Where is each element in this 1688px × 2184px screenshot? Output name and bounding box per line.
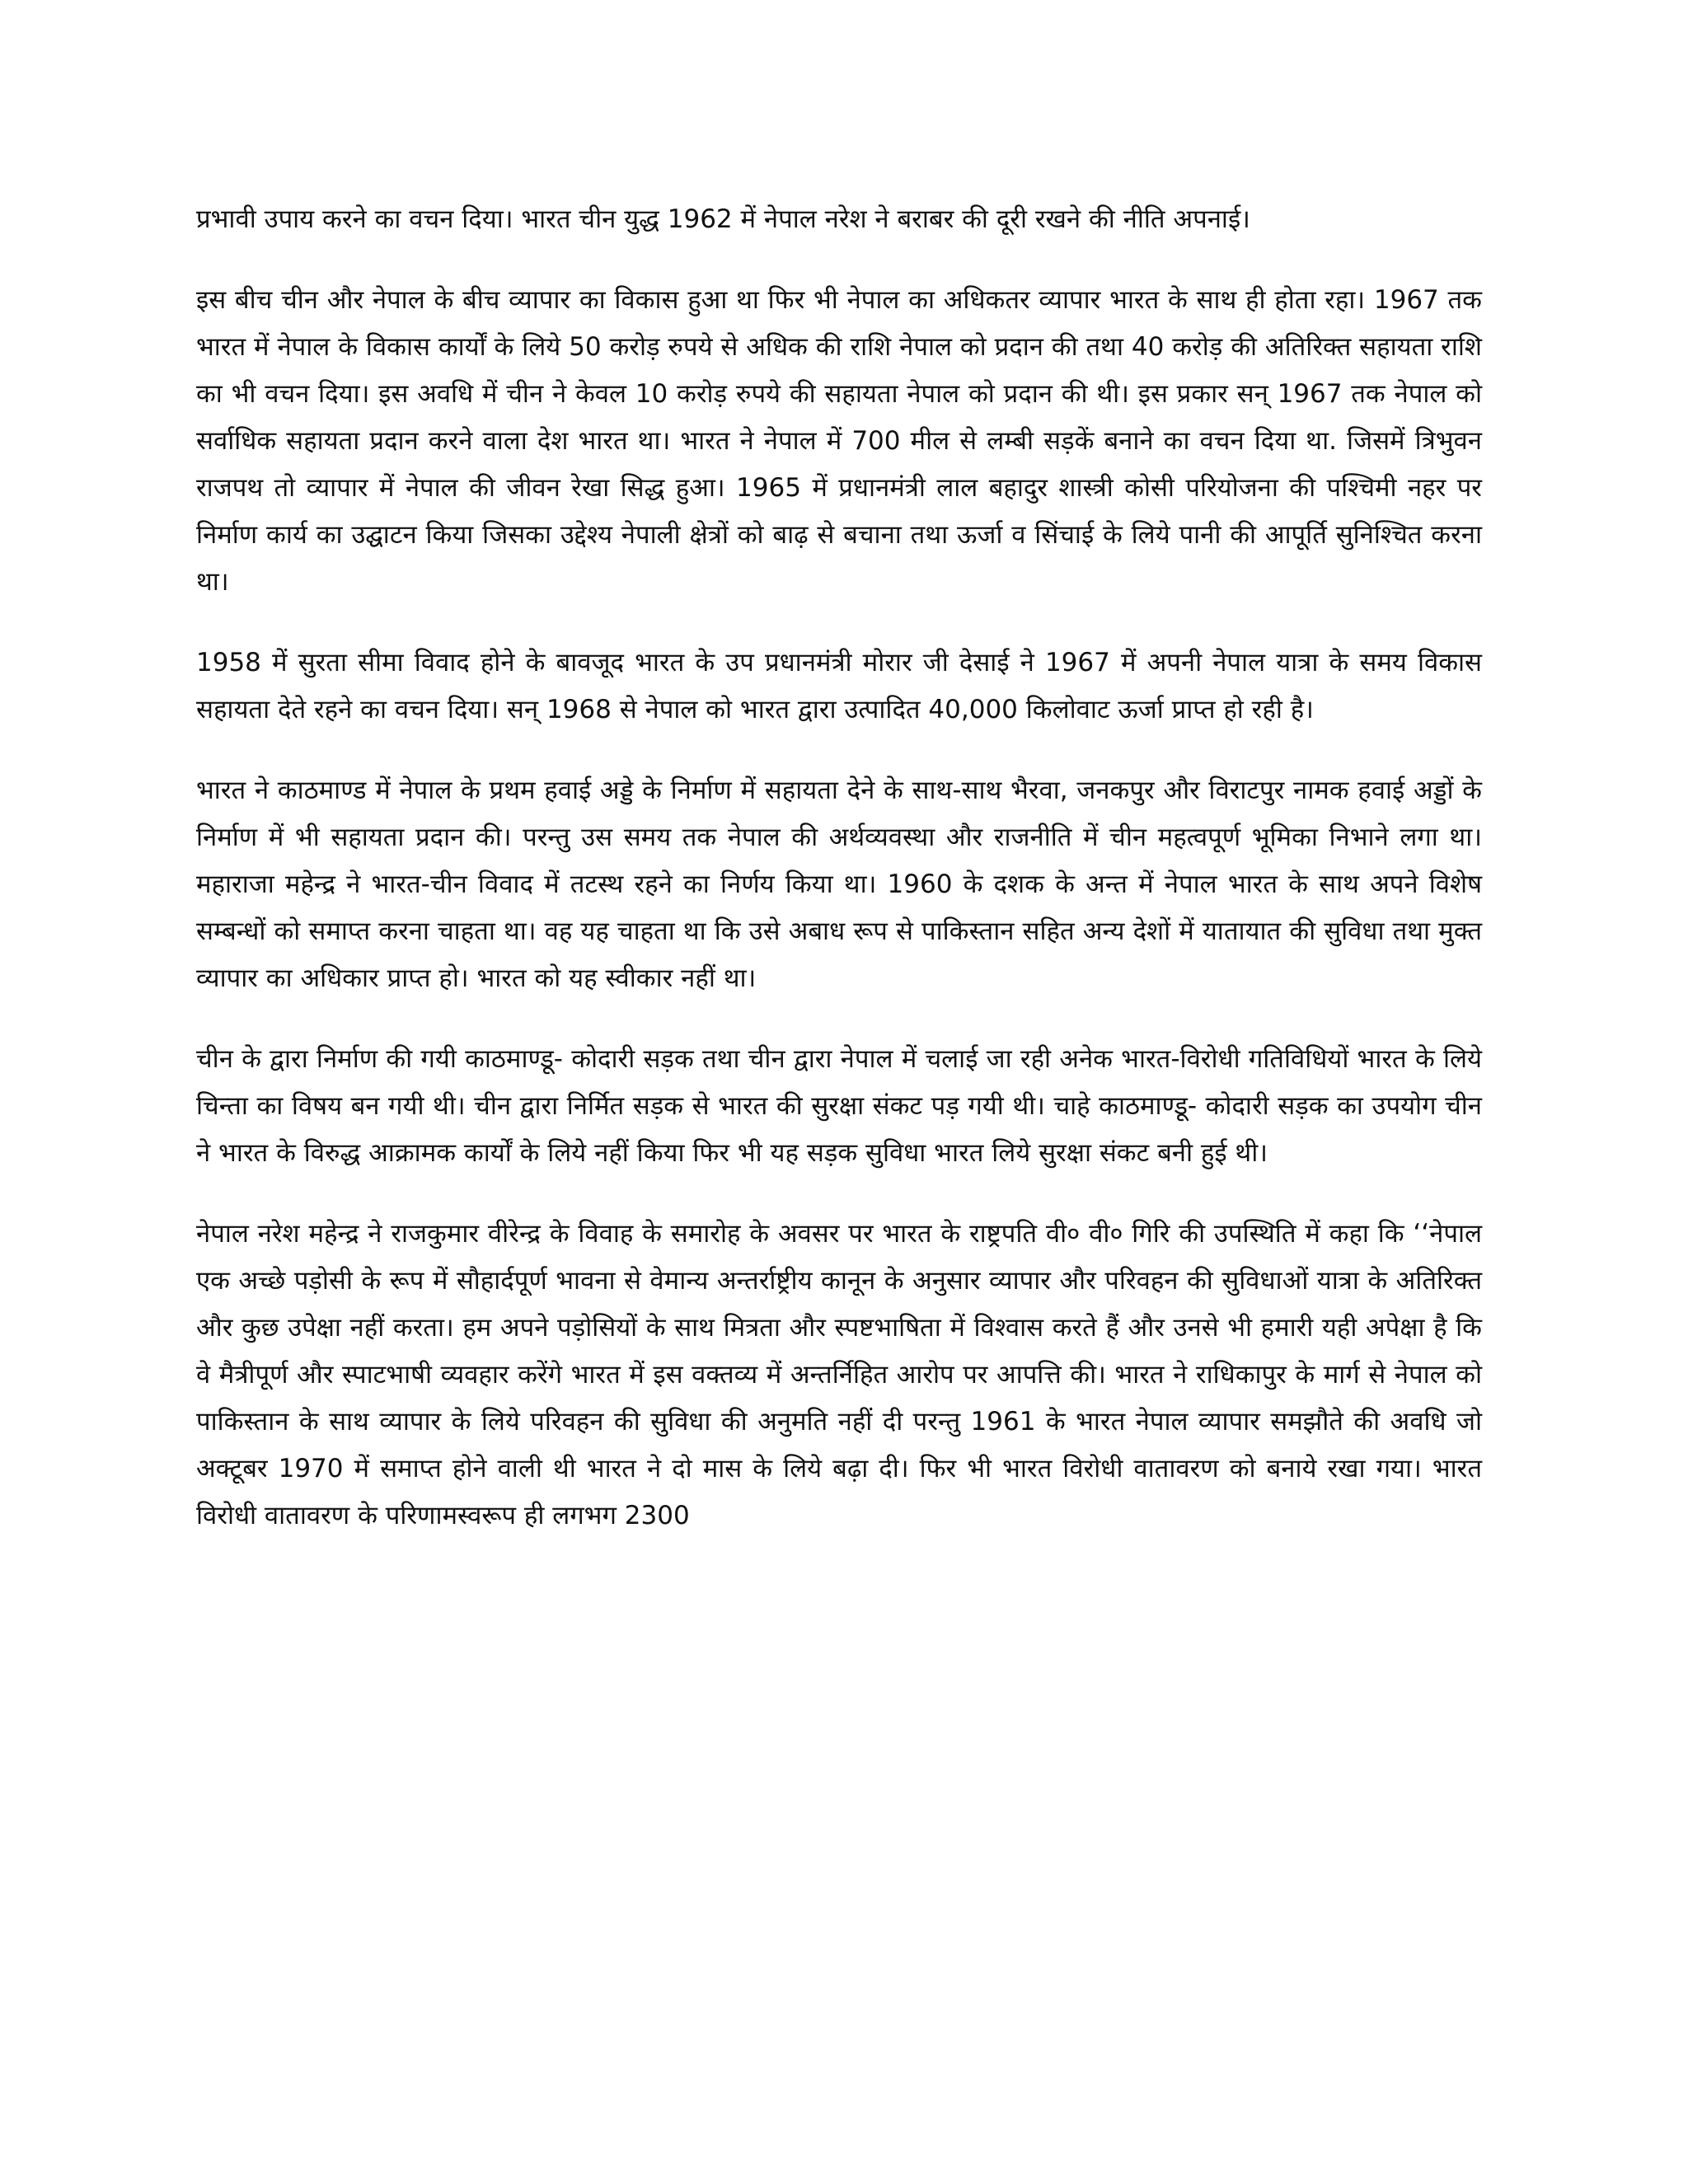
paragraph-3: 1958 में सुरता सीमा विवाद होने के बावजूद भारत के उप प्रधानमंत्री मोरार जी देसाई ने 1967 में अपनी नेपाल यात्रा के समय विकास सहायता देते रहने का वचन दिया। सन् 1968 से नेपाल को भारत द्वारा उत्पादित 40,000 किलोवाट ऊर्जा प्राप्त हो रही है। [196, 648, 1482, 724]
paragraph-5: चीन के द्वारा निर्माण की गयी काठमाण्डू- कोदारी सड़क तथा चीन द्वारा नेपाल में चलाई जा रही अनेक भारत-विरोधी गतिविधियों भारत के लिये चिन्ता का विषय बन गयी थी। चीन द्वारा निर्मित सड़क से भारत की सुरक्षा संकट पड़ गयी थी। चाहे काठमाण्डू- कोदारी सड़क का उपयोग चीन ने भारत के विरुद्ध आक्रामक कार्यों के लिये नहीं किया फिर भी यह सड़क सुविधा भारत लिये सुरक्षा संकट बनी हुई थी। [196, 1044, 1482, 1168]
paragraph-1: प्रभावी उपाय करने का वचन दिया। भारत चीन युद्ध 1962 में नेपाल नरेश ने बराबर की दूरी रखने की नीति अपनाई। [196, 204, 1250, 234]
document-body [196, 196, 1482, 1573]
paragraph-4: भारत ने काठमाण्ड में नेपाल के प्रथम हवाई अड्डे के निर्माण में सहायता देने के साथ-साथ भैरवा, जनकपुर और विराटपुर नामक हवाई अड्डों के निर्माण में भी सहायता प्रदान की। परन्तु उस समय तक नेपाल की अर्थव्यवस्था और राजनीति में चीन महत्वपूर्ण भूमिका निभाने लगा था। महाराजा महेन्द्र ने भारत-चीन विवाद में तटस्थ रहने का निर्णय किया था। 1960 के दशक के अन्त में नेपाल भारत के साथ अपने विशेष सम्बन्धों को समाप्त करना चाहता था। वह यह चाहता था कि उसे अबाध रूप से पाकिस्तान सहित अन्य देशों में यातायात की सुविधा तथा मुक्त व्यापार का अधिकार प्राप्त हो। भारत को यह स्वीकार नहीं था। [196, 776, 1482, 993]
paragraph-6: नेपाल नरेश महेन्द्र ने राजकुमार वीरेन्द्र के विवाह के समारोह के अवसर पर भारत के राष्ट्रपति वी० वी० गिरि की उपस्थिति में कहा कि ‘‘नेपाल एक अच्छे पड़ोसी के रूप में सौहार्दपूर्ण भावना से वेमान्य अन्तर्राष्ट्रीय कानून के अनुसार व्यापार और परिवहन की सुविधाओं यात्रा के अतिरिक्त और कुछ उपेक्षा नहीं करता। हम अपने पड़ोसियों के साथ मित्रता और स्पष्टभाषिता में विश्वास करते हैं और उनसे भी हमारी यही अपेक्षा है कि वे मैत्रीपूर्ण और स्पाटभाषी व्यवहार करेंगे भारत में इस वक्तव्य में अन्तर्निहित आरोप पर आपत्ति की। भारत ने राधिकापुर के मार्ग से नेपाल को पाकिस्तान के साथ व्यापार के लिये परिवहन की सुविधा की अनुमति नहीं दी परन्तु 1961 के भारत नेपाल व्यापार समझौते की अवधि जो अक्टूबर 1970 में समाप्त होने वाली थी भारत ने दो मास के लिये बढ़ा दी। फिर भी भारत विरोधी वातावरण को बनाये रखा गया। भारत विरोधी वातावरण के परिणामस्वरूप ही लगभग 2300 [196, 1219, 1482, 1530]
paragraph-2: इस बीच चीन और नेपाल के बीच व्यापार का विकास हुआ था फिर भी नेपाल का अधिकतर व्यापार भारत के साथ ही होता रहा। 1967 तक भारत में नेपाल के विकास कार्यों के लिये 50 करोड़ रुपये से अधिक की राशि नेपाल को प्रदान की तथा 40 करोड़ की अतिरिक्त सहायता राशि का भी वचन दिया। इस अवधि में चीन ने केवल 10 करोड़ रुपये की सहायता नेपाल को प्रदान की थी। इस प्रकार सन् 1967 तक नेपाल को सर्वाधिक सहायता प्रदान करने वाला देश भारत था। भारत ने नेपाल में 700 मील से लम्बी सड़कें बनाने का वचन दिया था. जिसमें त्रिभुवन राजपथ तो व्यापार में नेपाल की जीवन रेखा सिद्ध हुआ। 1965 में प्रधानमंत्री लाल बहादुर शास्त्री कोसी परियोजना की पश्चिमी नहर पर निर्माण कार्य का उद्घाटन किया जिसका उद्देश्य नेपाली क्षेत्रों को बाढ़ से बचाना तथा ऊर्जा व सिंचाई के लिये पानी की आपूर्ति सुनिश्चित करना था। [196, 285, 1482, 597]
